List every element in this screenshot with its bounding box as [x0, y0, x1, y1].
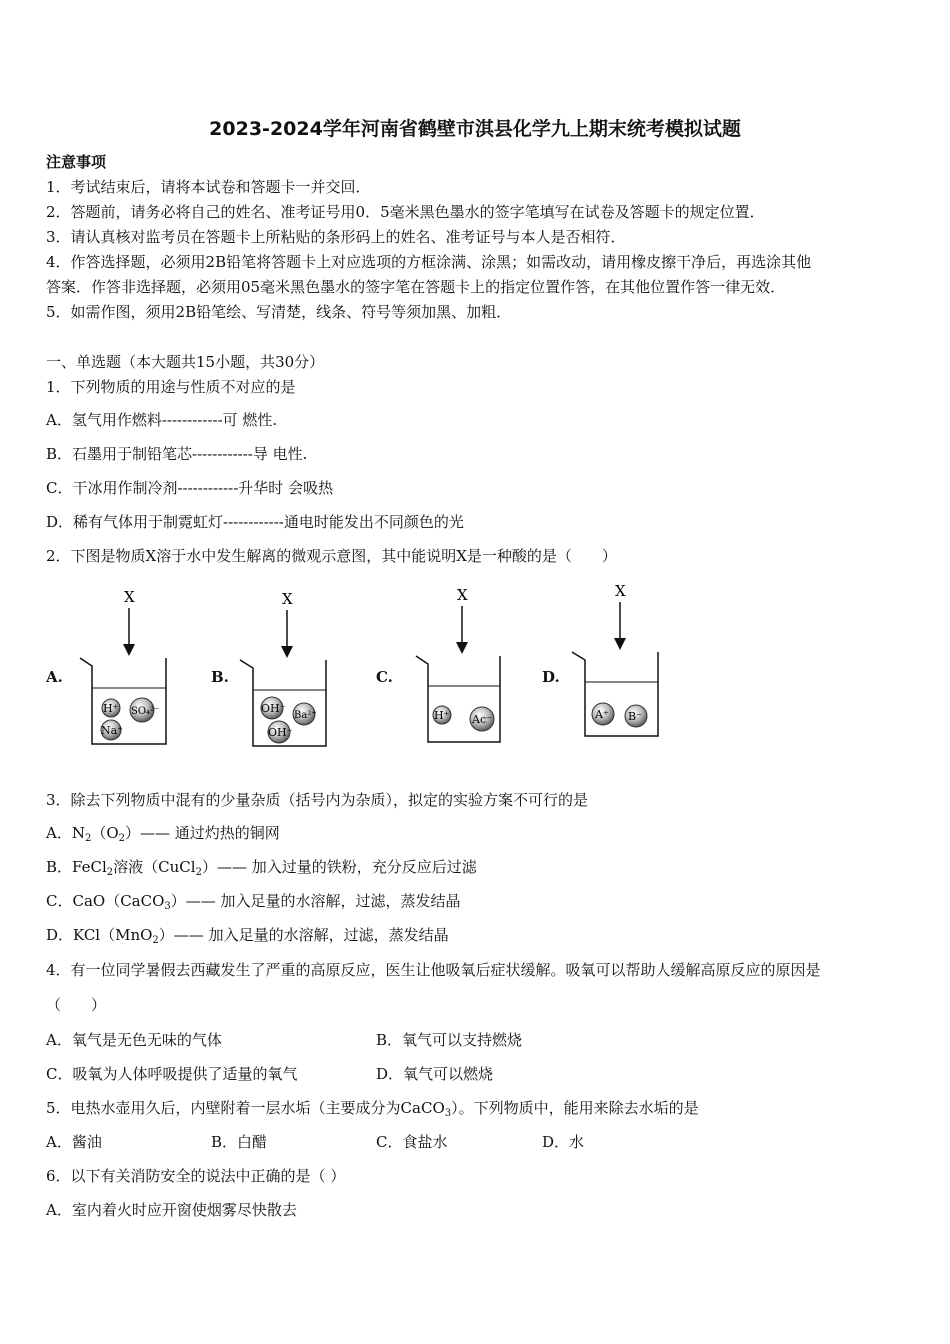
q3-option-d: D．KCl（MnO$_2$）—— 加入足量的水溶解，过滤，蒸发结晶	[46, 926, 449, 946]
q3-option-c: C．CaO（CaCO$_3$）—— 加入足量的水溶解，过滤，蒸发结晶	[46, 892, 461, 912]
q4-option-d: D．氧气可以燃烧	[376, 1065, 494, 1083]
beaker-c	[416, 586, 500, 742]
q3-stem: 3．除去下列物质中混有的少量杂质（括号内为杂质），拟定的实验方案不可行的是	[46, 791, 589, 809]
x-label-d: X	[615, 582, 626, 600]
svg-text:OH⁻: OH⁻	[261, 702, 286, 715]
x-label-a: X	[124, 588, 135, 606]
q3-option-a: A．$N_2(O_2)——$ 通过灼热的铜网	[46, 824, 280, 844]
q5-option-a: A．酱油	[46, 1133, 102, 1151]
section-heading: 一、单选题（本大题共15小题，共30分）	[46, 353, 325, 371]
notice-item-3: 3．请认真核对监考员在答题卡上所粘贴的条形码上的姓名、准考证号与本人是否相符．	[46, 228, 626, 246]
x-label-c: X	[457, 586, 468, 604]
q5-option-c: C．食盐水	[376, 1133, 448, 1151]
beaker-a	[80, 588, 166, 744]
q4-option-a: A．氧气是无色无味的气体	[46, 1031, 222, 1049]
page-title: 2023-2024学年河南省鹤壁市淇县化学九上期末统考模拟试题	[209, 118, 741, 140]
x-label-b: X	[282, 590, 293, 608]
q1-option-b: B．石墨用于制铅笔芯------------导 电性.	[46, 445, 308, 463]
q5-stem: 5．电热水壶用久后，内壁附着一层水垢（主要成分为CaCO$_3$）。下列物质中，能用来除去水垢的是	[46, 1099, 699, 1119]
q3-option-b: B．FeCl$_2$溶液（CuCl$_2$）—— 加入过量的铁粉，充分反应后过滤	[46, 858, 477, 878]
q5-option-b: B．白醋	[211, 1133, 268, 1151]
q2-diagram	[0, 580, 950, 760]
notice-item-2: 2．答题前，请务必将自己的姓名、准考证号用0．5毫米黑色墨水的签字笔填写在试卷及答题卡的规定位置．	[46, 203, 765, 221]
q4-stem-paren: （ ）	[46, 996, 107, 1014]
svg-text:H⁺: H⁺	[434, 709, 450, 722]
q4-option-b: B．氧气可以支持燃烧	[376, 1031, 523, 1049]
svg-text:OH⁻: OH⁻	[268, 726, 293, 739]
svg-text:A⁺: A⁺	[595, 708, 609, 721]
q4-option-c: C．吸氧为人体呼吸提供了适量的氧气	[46, 1065, 298, 1083]
svg-text:SO₄²⁻: SO₄²⁻	[131, 706, 160, 717]
q2-stem: 2．下图是物质X溶于水中发生解离的微观示意图，其中能说明X是一种酸的是（ ）	[46, 547, 617, 565]
svg-text:Na⁺: Na⁺	[101, 724, 123, 737]
notice-heading: 注意事项	[46, 153, 107, 171]
beaker-d	[572, 582, 658, 736]
q1-stem: 1．下列物质的用途与性质不对应的是	[46, 378, 296, 396]
q2-label-d: D.	[542, 668, 560, 686]
svg-text:B⁻: B⁻	[628, 710, 642, 723]
notice-item-4: 4．作答选择题，必须用2B铅笔将答题卡上对应选项的方框涂满、涂黑；如需改动，请用橡皮擦干净后，再选涂其他	[46, 253, 812, 271]
q2-label-a: A.	[46, 668, 63, 686]
q4-stem: 4．有一位同学暑假去西藏发生了严重的高原反应，医生让他吸氧后症状缓解。吸氧可以帮助人缓解高原反应的原因是	[46, 961, 821, 979]
notice-item-1: 1．考试结束后，请将本试卷和答题卡一并交回．	[46, 178, 371, 196]
q2-label-c: C.	[376, 668, 393, 686]
beaker-b	[240, 590, 326, 746]
q2-label-b: B.	[211, 668, 229, 686]
q6-stem: 6．以下有关消防安全的说法中正确的是（ ）	[46, 1167, 346, 1185]
q1-option-c: C．干冰用作制冷剂------------升华时 会吸热	[46, 479, 334, 497]
q5-option-d: D．水	[542, 1133, 585, 1151]
notice-item-5: 5．如需作图，须用2B铅笔绘、写清楚，线条、符号等须加黑、加粗．	[46, 303, 512, 321]
q1-option-a: A．氢气用作燃料------------可 燃性.	[46, 411, 278, 429]
q1-option-d: D．稀有气体用于制霓虹灯------------通电时能发出不同颜色的光	[46, 513, 464, 531]
svg-text:Ba²⁺: Ba²⁺	[294, 710, 317, 721]
svg-text:Ac⁻: Ac⁻	[472, 713, 492, 726]
q6-option-a: A．室内着火时应开窗使烟雾尽快散去	[46, 1201, 297, 1219]
svg-text:H⁺: H⁺	[103, 702, 119, 715]
notice-item-4-cont: 答案．作答非选择题，必须用05毫米黑色墨水的签字笔在答题卡上的指定位置作答，在其他位置作答一律无效．	[46, 278, 786, 296]
